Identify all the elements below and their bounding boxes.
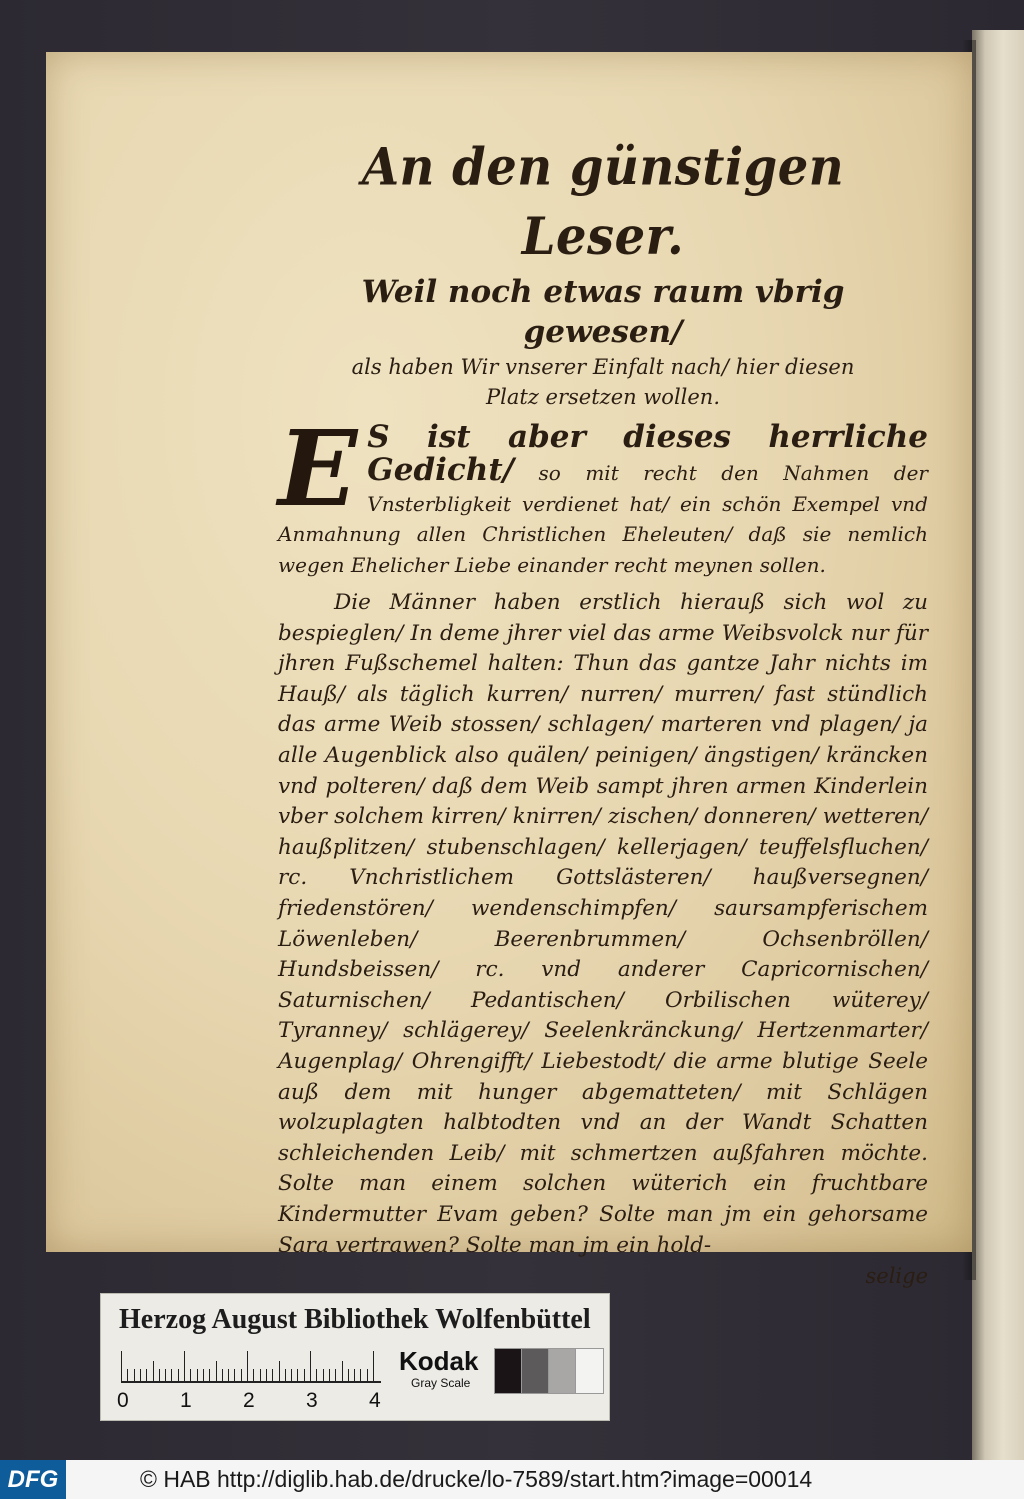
paragraph-1-body: so mit recht den Nahmen der Vnsterbligkeit verdienet hat/ ein schön Exempel vnd Anmahnung allen Christlichen Eheleuten/ daß sie nemlich wegen Ehelicher Liebe einander recht meynen sollen. <box>278 461 928 577</box>
ruler-tick <box>203 1369 204 1381</box>
ruler-number: 2 <box>243 1389 255 1412</box>
ruler-tick <box>234 1369 235 1381</box>
gray-patch-dark <box>521 1348 550 1394</box>
ruler-number: 0 <box>117 1389 129 1412</box>
ruler-tick <box>348 1369 349 1381</box>
ruler-tick <box>279 1361 280 1381</box>
ruler-tick <box>272 1369 273 1381</box>
ruler-tick <box>342 1361 343 1381</box>
ruler-tick <box>190 1369 191 1381</box>
gray-patch-black <box>494 1348 523 1394</box>
gray-patch-white <box>575 1348 604 1394</box>
ruler-number: 4 <box>369 1389 381 1412</box>
ruler-tick <box>253 1369 254 1381</box>
ruler-tick <box>222 1369 223 1381</box>
paragraph-1-first-line: S ist aber dieses herrliche Gedicht/ <box>367 419 928 489</box>
next-page-edge <box>972 30 1024 1460</box>
page-text-block <box>278 138 928 1291</box>
ruler-tick <box>297 1369 298 1381</box>
ruler-number: 3 <box>306 1389 318 1412</box>
paragraph-2: Die Männer haben erstlich hierauß sich wol zu bespieglen/ In deme jhrer viel das arme Weibsvolck nur für jhren Fußschemel halten: Thun das gantze Jahr nichts im Hauß/ als täglich kurren/ nurren/ murren/ fast stündlich das arme Weib stossen/ schlagen/ marteren vnd plagen/ ja alle Augenblick also quälen/ peinigen/ ängstigen/ kräncken vnd polteren/ daß dem Weib sampt jhren armen Kinderlein vber solchem kirren/ knirren/ zischen/ donneren/ wetteren/ haußplitzen/ stubenschlagen/ kellerjagen/ teuffelsfluchen/ rc. Vnchristlichem Gottslästeren/ haußversegnen/ friedenstören/ wendenschimpfen/ saursampferischem Löwenleben/ Beerenbrummen/ Ochsenbröllen/ Hundsbeissen/ rc. vnd anderer Capricornischen/ Saturnischen/ Pedantischen/ Orbilischen wüterey/ Tyranney/ schlägerey/ Seelenkränckung/ Hertzenmarter/ Augenplag/ Ohrengifft/ Liebestodt/ die arme blutige Seele auß dem mit hunger abgematteten/ mit Schlägen wolzuplagten halbtodten vnd an der Wandt Schatten schleichenden Leib/ mit schmertzen außfahren möchte. Solte man einem solchen wüterich ein fruchtbare Kindermutter Evam geben? Solte man jm ein gehorsame Sara vertrawen? Solte man jm ein hold- <box>278 590 928 1258</box>
paragraph-1 <box>278 407 928 580</box>
ruler-tick <box>241 1369 242 1381</box>
ruler-tick <box>335 1369 336 1381</box>
ruler-tick <box>216 1361 217 1381</box>
library-name: Herzog August Bibliothek Wolfenbüttel <box>119 1304 591 1335</box>
ruler-tick <box>304 1369 305 1381</box>
subheading-line-3: Platz ersetzen wollen. <box>485 385 721 409</box>
ruler-tick <box>197 1369 198 1381</box>
ruler-tick <box>178 1369 179 1381</box>
ruler-tick <box>367 1369 368 1381</box>
ruler-tick <box>146 1369 147 1381</box>
ruler-tick <box>247 1351 248 1381</box>
ruler-tick <box>228 1369 229 1381</box>
ruler-tick <box>153 1361 154 1381</box>
ruler-tick <box>260 1369 261 1381</box>
dfg-logo: DFG <box>0 1460 66 1499</box>
gray-patch-mid <box>548 1348 577 1394</box>
ruler-tick <box>360 1369 361 1381</box>
ruler-tick <box>316 1369 317 1381</box>
ruler-tick <box>329 1369 330 1381</box>
ruler-tick <box>127 1369 128 1381</box>
ruler-tick <box>140 1369 141 1381</box>
ruler-number: 1 <box>180 1389 192 1412</box>
ruler-tick <box>266 1369 267 1381</box>
ruler-tick <box>165 1369 166 1381</box>
kodak-subtitle: Gray Scale <box>411 1376 471 1390</box>
ruler-tick <box>134 1369 135 1381</box>
ruler-tick <box>373 1351 374 1381</box>
footer-bar <box>0 1460 1024 1499</box>
book-page <box>46 52 972 1289</box>
subheading-line-2: als haben Wir vnserer Einfalt nach/ hier diesen <box>351 355 855 379</box>
ruler-tick <box>171 1369 172 1381</box>
ruler-tick <box>159 1369 160 1381</box>
copyright-link[interactable]: © HAB http://diglib.hab.de/drucke/lo-7589/start.htm?image=00014 <box>140 1466 813 1492</box>
ruler <box>121 1349 381 1383</box>
ruler-tick <box>323 1369 324 1381</box>
ruler-tick <box>291 1369 292 1381</box>
drop-cap-initial: E <box>278 407 358 530</box>
ruler-tick <box>285 1369 286 1381</box>
subheading-line-1: Weil noch etwas raum vbrig gewesen/ <box>361 274 845 350</box>
ruler-tick <box>310 1351 311 1381</box>
catchword: selige <box>865 1264 928 1289</box>
ruler-tick <box>184 1351 185 1381</box>
color-scale-card <box>100 1293 610 1421</box>
page-heading: An den günstigen Leser. <box>361 137 845 267</box>
kodak-logo: Kodak <box>399 1346 479 1376</box>
ruler-tick <box>121 1351 122 1381</box>
ruler-tick <box>354 1369 355 1381</box>
ruler-tick <box>209 1369 210 1381</box>
